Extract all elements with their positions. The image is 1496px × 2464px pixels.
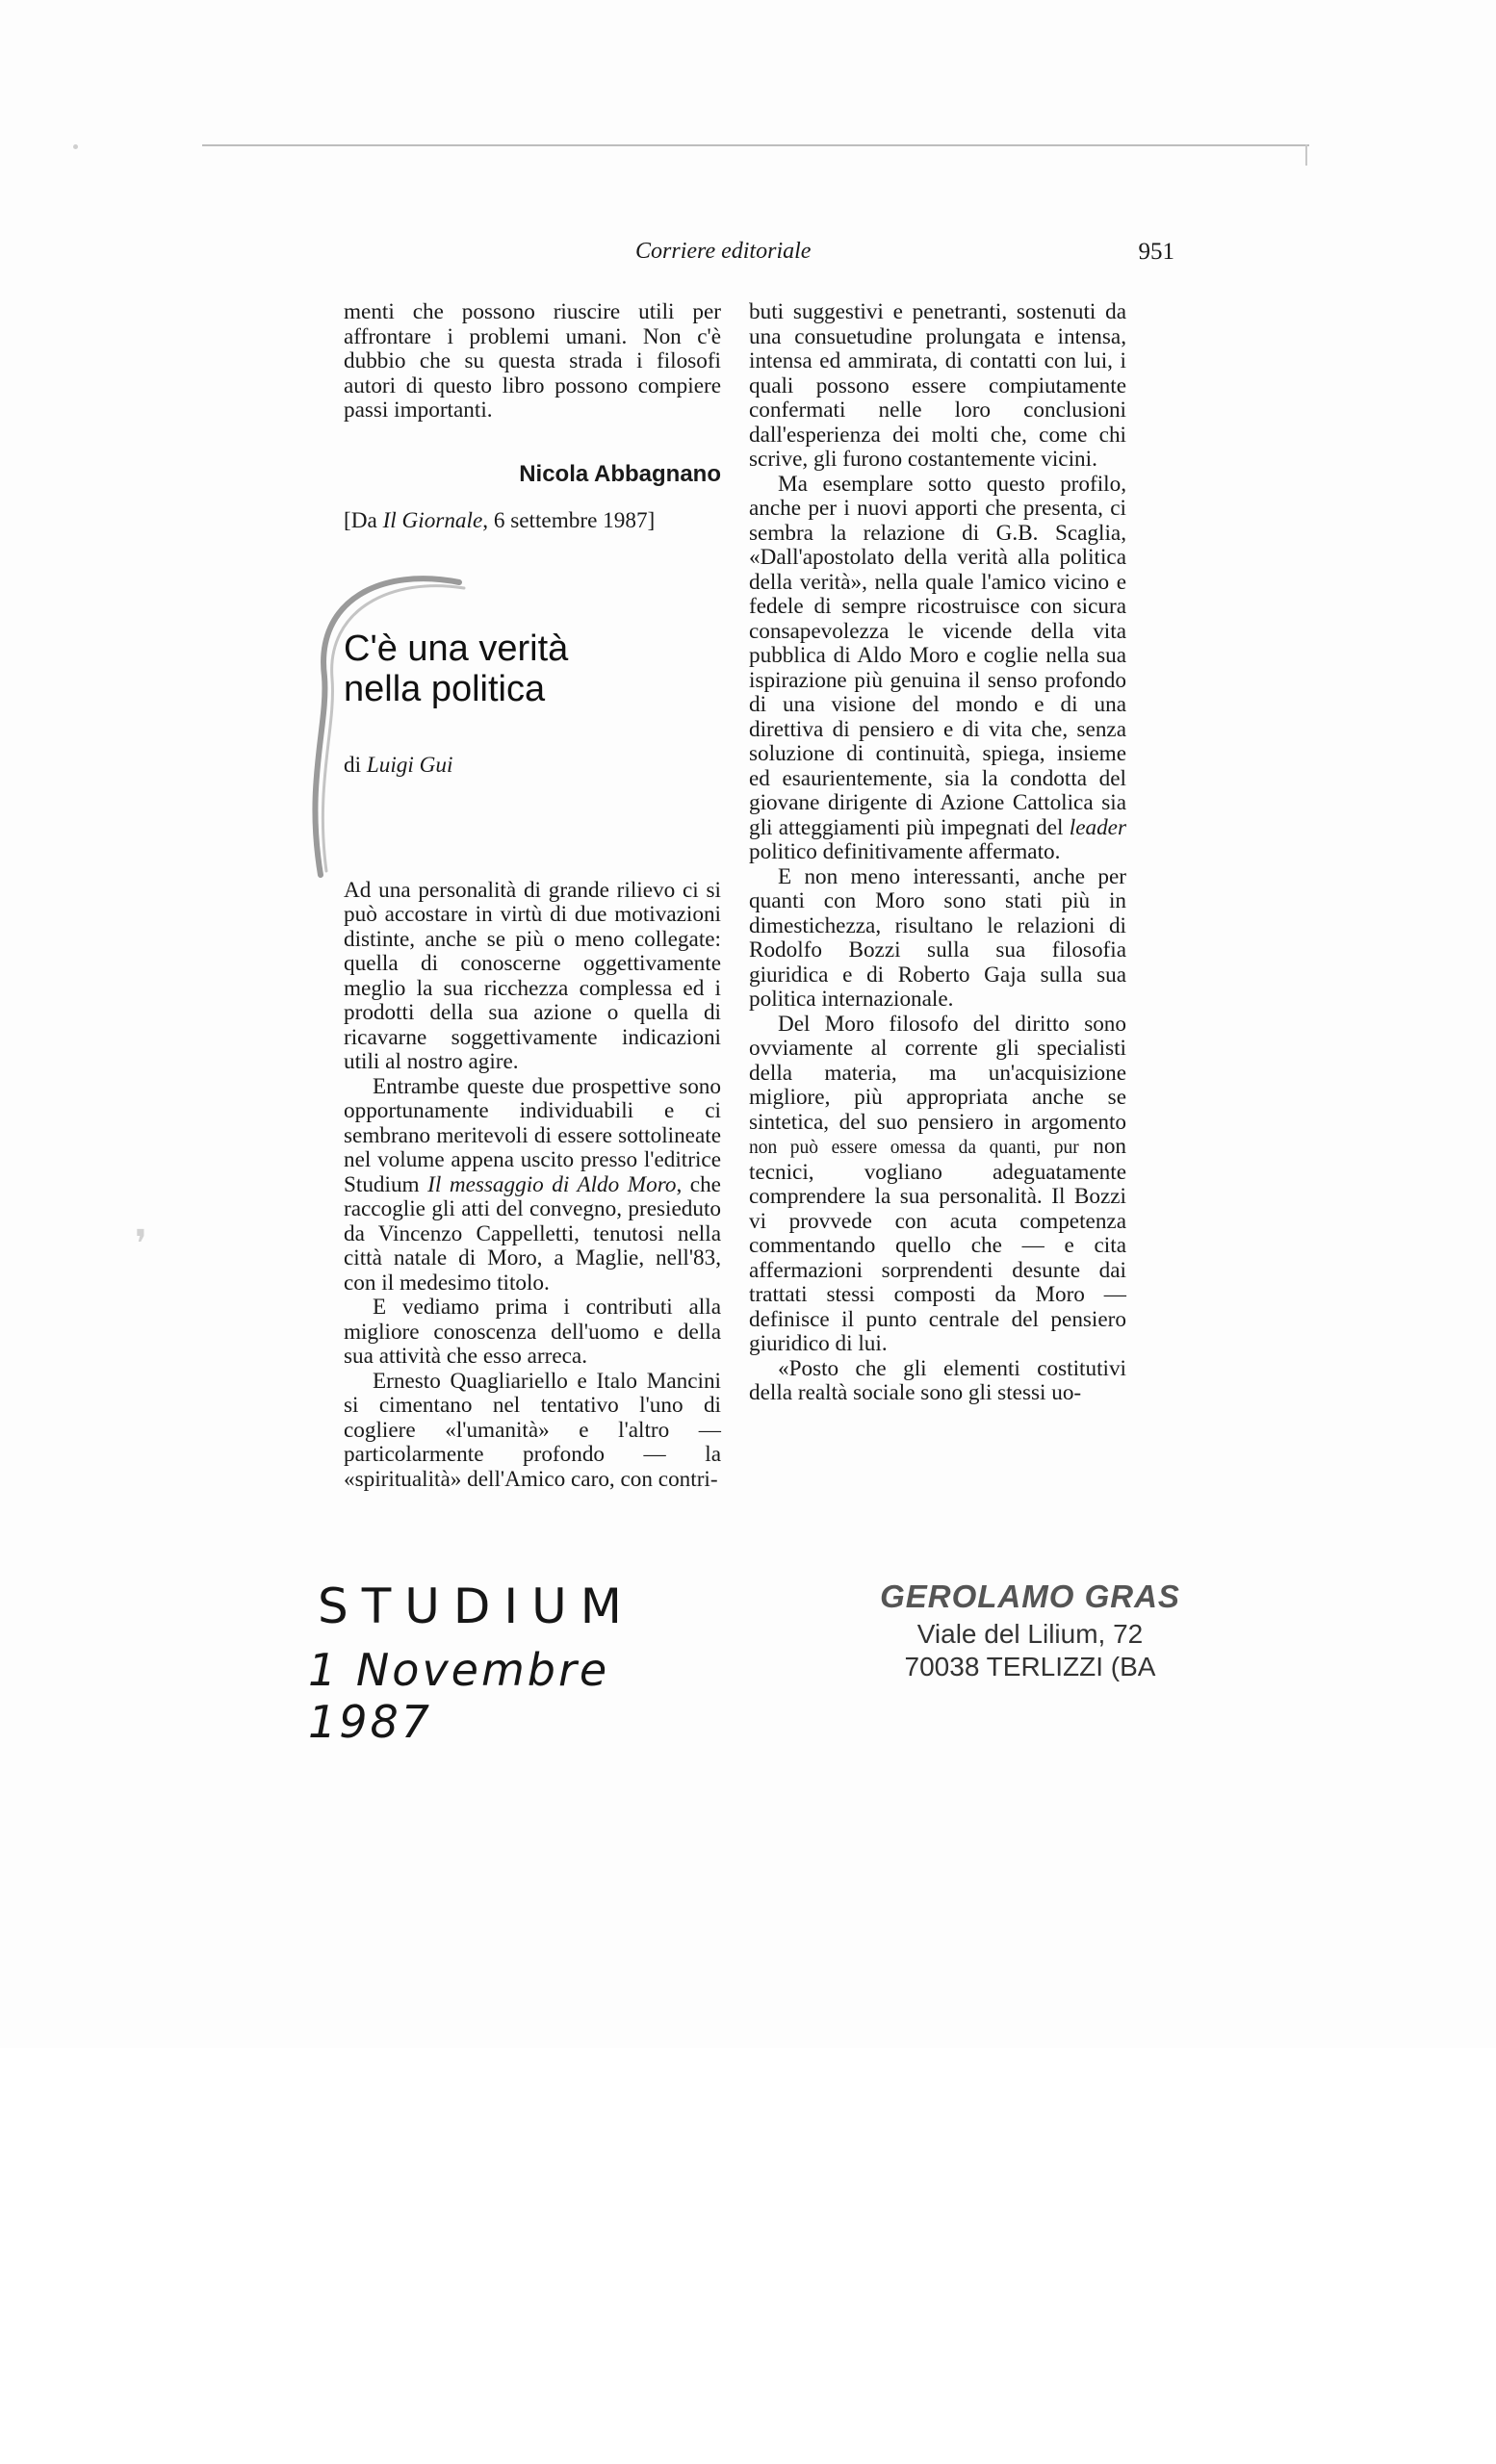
left-column (344, 300, 721, 1492)
body-text: non tecnici, vogliano adeguatamente comprendere la sua personalità. Il Bozzi vi provvede con acuta competenza commentando quello che — e cita affermazioni sorprendenti desunte dai trattati stessi composti da Moro — definisce il punto centrale del pensiero giuridico di lui. (749, 1134, 1127, 1356)
body-paragraph: «Posto che gli elementi costitutivi della realtà sociale sono gli stessi uo- (749, 1355, 1126, 1405)
article-title-line-1: C'è una verità (344, 628, 569, 669)
handwritten-date: 1 Novembre 1987 (308, 1644, 610, 1748)
article-heading (344, 571, 721, 879)
faint-mark: ❜ (135, 1222, 147, 1267)
right-column (749, 300, 1126, 1406)
source-newspaper: Il Giornale (382, 508, 483, 533)
body-paragraph (344, 1075, 721, 1296)
body-paragraph (749, 473, 1126, 865)
article-title-line-2: nella politica (344, 668, 546, 709)
book-title: Il messaggio di Aldo Moro (427, 1171, 677, 1197)
article-author-signature: Nicola Abbagnano (519, 460, 721, 487)
article-title (344, 571, 721, 709)
page-number: 951 (1138, 239, 1174, 265)
stamp-city: 70038 TERLIZZI (BA (904, 1652, 1156, 1681)
address-stamp (857, 1578, 1203, 1694)
scan-speck (73, 144, 78, 149)
byline (344, 754, 721, 779)
handwritten-publisher: STUDIUM (318, 1578, 635, 1634)
page-header (616, 239, 1174, 277)
stamp-street: Viale del Lilium, 72 (916, 1619, 1144, 1649)
body-text: Entrambe queste due prospettive sono opportunamente individuabili e ci sembrano meritevoli di essere sottolineate nel volume appena uscito presso l'editrice Studium (344, 1073, 721, 1197)
handwritten-annotation (308, 1578, 732, 1748)
body-paragraph: E non meno interessanti, anche per quanti con Moro sono stati più in dimestichezza, risultano le relazioni di Rodolfo Bozzi sulla sua filosofia giuridica e di Roberto Gaja sulla sua politica internazionale. (749, 863, 1126, 1012)
byline-author: Luigi Gui (366, 752, 453, 778)
small-text: non può essere omessa da quanti, pur (749, 1138, 1079, 1158)
body-text: politico definitivamente affermato. (749, 839, 1061, 864)
page-edge-line (202, 144, 1309, 146)
body-paragraph: Ernesto Quagliariello e Italo Mancini si cimentano nel tentativo l'uno di cogliere «l'umanità» e l'altro — particolarmente profondo — la «spiritualità» dell'Amico caro, con contri- (344, 1368, 721, 1492)
page-edge-corner (1305, 144, 1307, 166)
source-prefix: [Da (344, 508, 383, 533)
body-paragraph (749, 1013, 1126, 1357)
body-paragraph: Ad una personalità di grande rilievo ci si può accostare in virtù di due motivazioni distinte, anche se più o meno collegate: quella di conoscerne oggettivamente meglio la sua ricchezza complessa ed i prodotti della sua azione o quella di ricavarne soggettivamente indicazioni utili al nostro agire. (344, 877, 721, 1074)
body-text: Del Moro filosofo del diritto sono ovviamente al corrente gli specialisti della materia, ma un'acquisizione migliore, più appropriata anche se sintetica, del suo pensiero in argomento (749, 1011, 1126, 1135)
emphasis-word: leader (1069, 814, 1126, 840)
stamp-name: GEROLAMO GRAS (880, 1578, 1180, 1614)
journal-title: Corriere editoriale (635, 239, 812, 264)
body-paragraph: E vediamo prima i contributi alla migliore conoscenza dell'uomo e della sua attività che esso arreca. (344, 1295, 721, 1369)
body-text: , che raccoglie gli atti del convegno, presieduto da Vincenzo Cappelletti, tenutosi nella città natale di Moro, a Maglie, nell'83, con il medesimo titolo. (344, 1171, 721, 1296)
body-text: Ma esemplare sotto questo profilo, anche per i nuovi apporti che presenta, ci sembra la relazione di G.B. Scaglia, «Dall'apostolato della verità alla politica della verità», nella quale l'amico vicino e fedele di sempre ricostruisce con sicura consapevolezza le vicende della vita pubblica di Aldo Moro e coglie nella sua ispirazione più genuina il senso profondo di una visione del mondo e di una direttiva di pensiero e di vita che, senza soluzione di continuità, spiega, insieme ed esaurientemente, sia la condotta del giovane dirigente di Azione Cattolica sia gli atteggiamenti più impegnati del (749, 471, 1126, 840)
source-citation (344, 509, 721, 534)
source-date: , 6 settembre 1987] (482, 508, 656, 533)
closing-paragraph: menti che possono riuscire utili per affrontare i problemi umani. Non c'è dubbio che su questa strada i filosofi autori di questo libro possono compiere passi importanti. (344, 299, 721, 423)
byline-prefix: di (344, 752, 367, 778)
body-paragraph: buti suggestivi e penetranti, sostenuti da una consuetudine prolungata e intensa, intensa ed ammirata, di contatti con lui, i quali possono essere compiutamente confermati nelle loro conclusioni dall'esperienza dei molti che, come chi scrive, gli furono costantemente vicini. (749, 299, 1126, 472)
